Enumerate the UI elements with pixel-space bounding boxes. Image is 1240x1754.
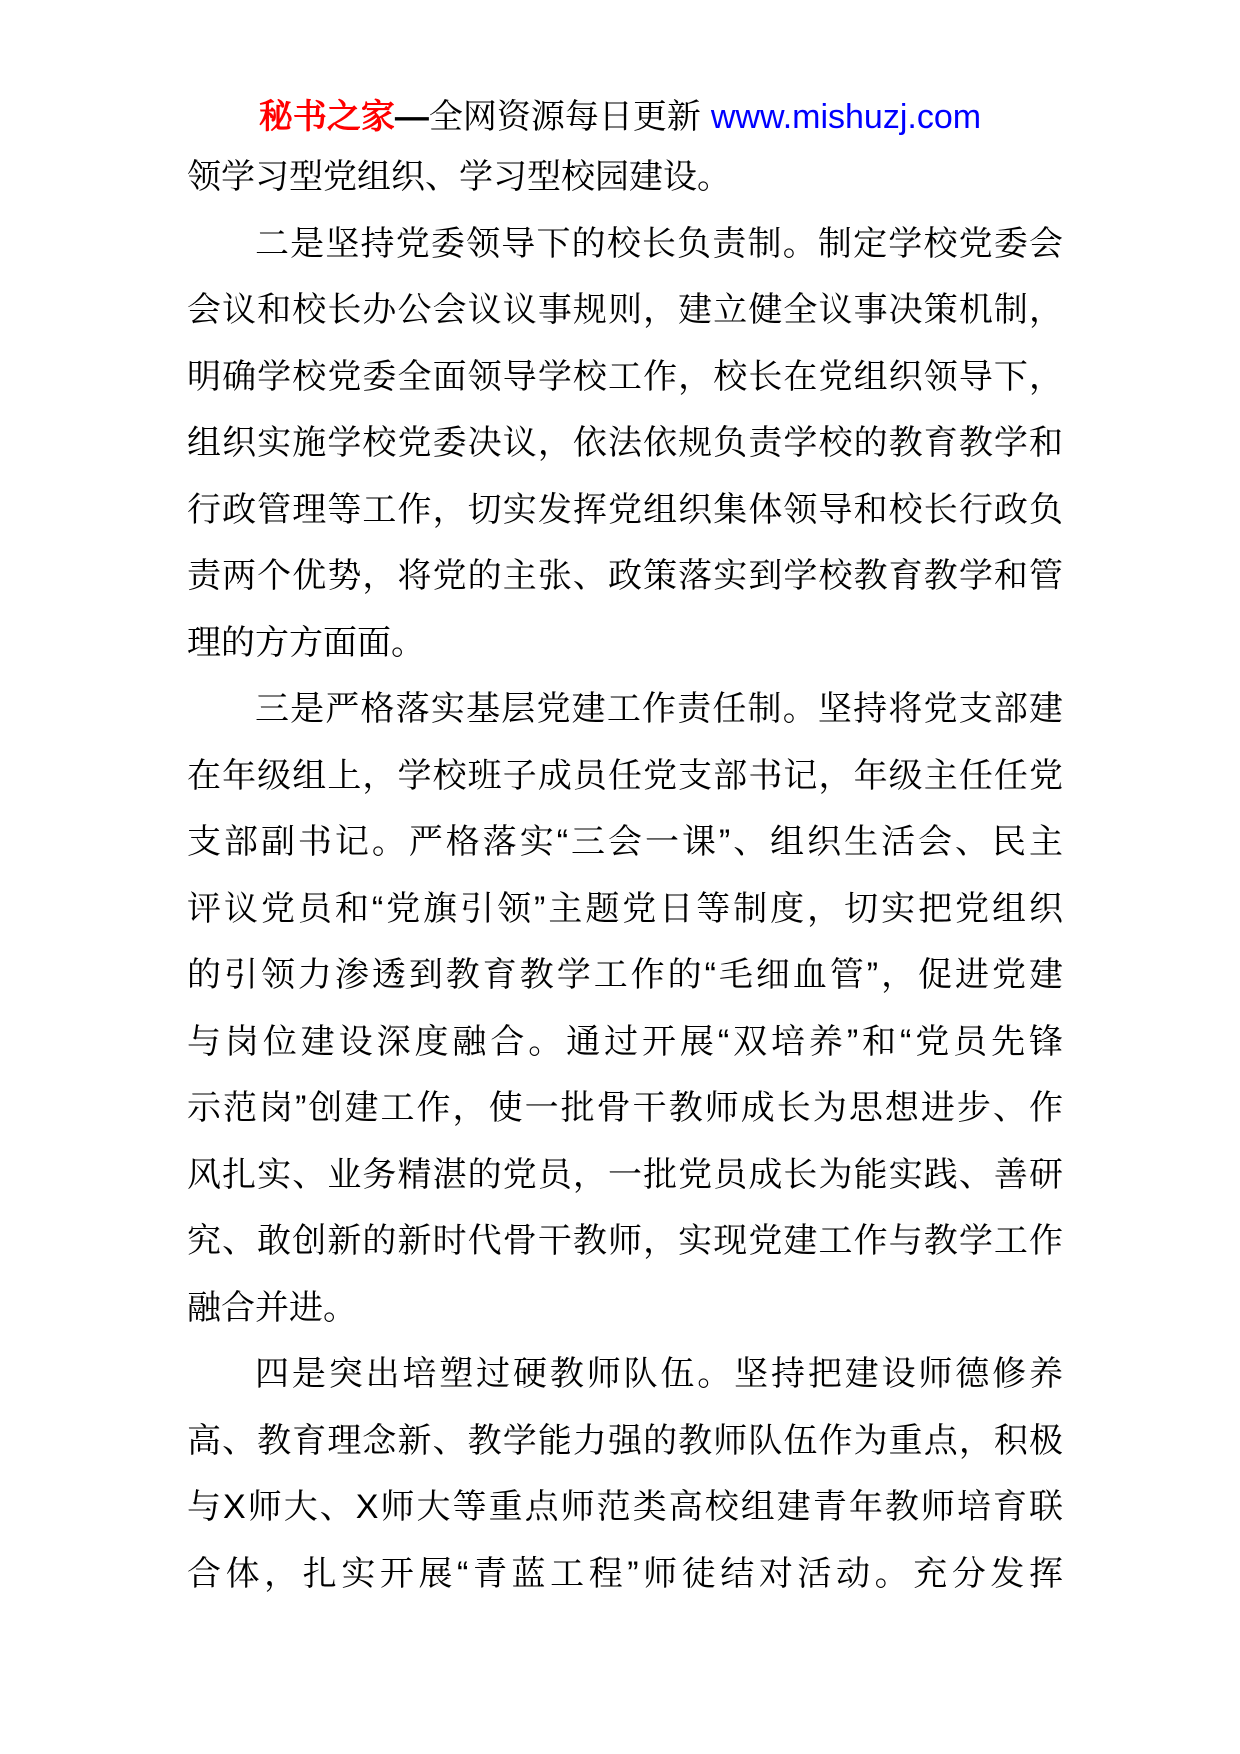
text-line: 与X师大、X师大等重点师范类高校组建青年教师培育联 [187, 1488, 1063, 1526]
text-line: 责两个优势，将党的主张、政策落实到学校教育教学和管 [187, 557, 1063, 595]
text-line: 在年级组上，学校班子成员任党支部书记，年级主任任党 [187, 756, 1063, 795]
em-dash: — [394, 98, 429, 136]
text-line: 高、教育理念新、教学能力强的教师队伍作为重点，积极 [187, 1421, 1063, 1460]
text-line: 的引领力渗透到教育教学工作的“毛细血管”，促进党建 [187, 956, 1063, 994]
text-line: 三是严格落实基层党建工作责任制。坚持将党支部建 [255, 690, 1063, 728]
text-line: 支部副书记。严格落实“三会一课”、组织生活会、民主 [187, 823, 1063, 861]
text-line: 与岗位建设深度融合。通过开展“双培养”和“党员先锋 [187, 1022, 1063, 1061]
site-url-link[interactable]: www.mishuzj.com [710, 98, 982, 136]
tagline-text: 全网资源每日更新 [428, 98, 701, 136]
text-line: 四是突出培塑过硬教师队伍。坚持把建设师德修养 [255, 1355, 1063, 1393]
text-line: 评议党员和“党旗引领”主题党日等制度，切实把党组织 [187, 889, 1063, 928]
text-line: 二是坚持党委领导下的校长负责制。制定学校党委会 [255, 224, 1063, 263]
text-line: 组织实施学校党委决议，依法依规负责学校的教育教学和 [187, 424, 1063, 462]
text-line: 合体，扎实开展“青蓝工程”师徒结对活动。充分发挥 [187, 1554, 1063, 1593]
text-line: 会议和校长办公会议议事规则，建立健全议事决策机制， [187, 291, 1063, 329]
text-line: 融合并进。 [187, 1288, 357, 1327]
text-line: 行政管理等工作，切实发挥党组织集体领导和校长行政负 [187, 490, 1063, 529]
text-line: 理的方方面面。 [187, 623, 425, 662]
text-line: 风扎实、业务精湛的党员，一批党员成长为能实践、善研 [187, 1155, 1063, 1194]
brand-text: 秘书之家 [258, 98, 395, 136]
site-header [0, 94, 1240, 140]
document-body [187, 144, 1063, 1607]
text-line: 领学习型党组织、学习型校园建设。 [187, 158, 731, 196]
text-line: 示范岗”创建工作，使一批骨干教师成长为思想进步、作 [187, 1089, 1063, 1127]
text-line: 明确学校党委全面领导学校工作，校长在党组织领导下， [187, 357, 1063, 396]
text-line: 究、敢创新的新时代骨干教师，实现党建工作与教学工作 [187, 1222, 1063, 1260]
